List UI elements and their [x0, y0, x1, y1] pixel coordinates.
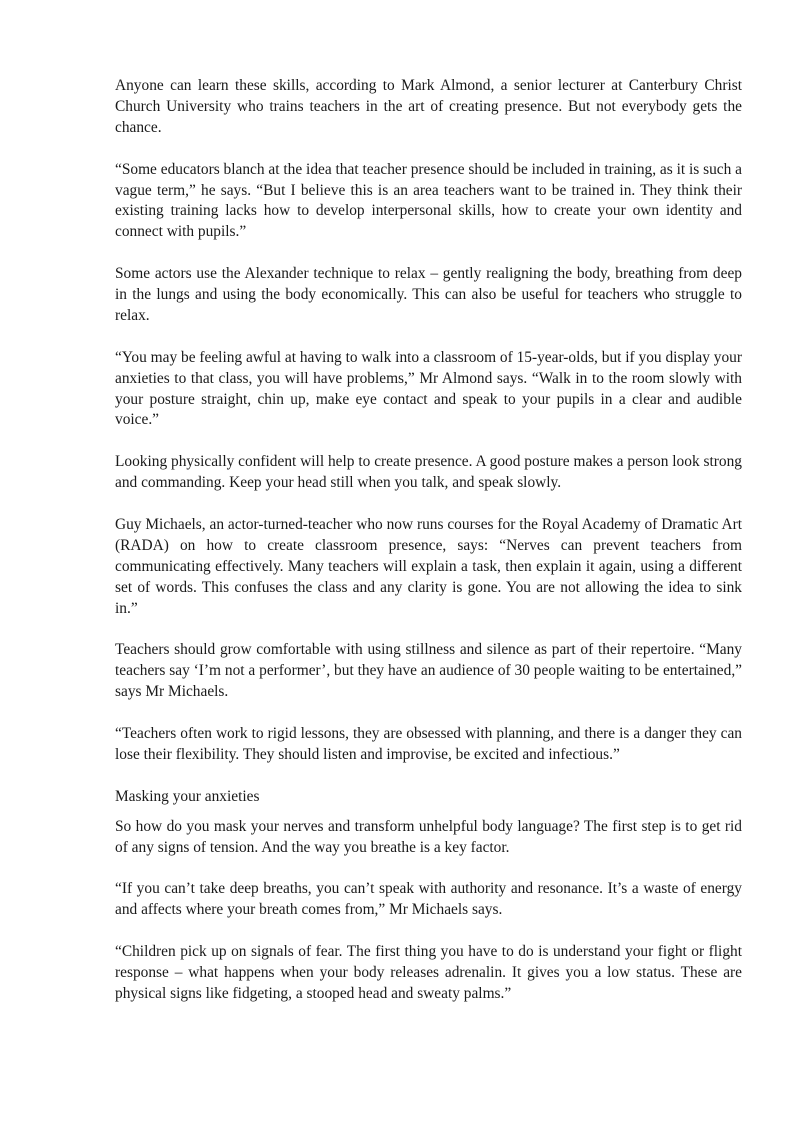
- document-page: [115, 76, 742, 1026]
- paragraph-almond-intro: Anyone can learn these skills, according to Mark Almond, a senior lecturer at Canterbury Christ Church University who trains teachers in the art of creating presence. But not everybody gets the chance.: [115, 77, 742, 136]
- paragraph-deep-breaths: “If you can’t take deep breaths, you can’t speak with authority and resonance. It’s a waste of energy and affects where your breath comes from,” Mr Michaels says.: [115, 880, 742, 919]
- paragraph-rigid-lessons: “Teachers often work to rigid lessons, they are obsessed with planning, and there is a danger they can lose their flexibility. They should listen and improvise, be excited and infectious.”: [115, 724, 742, 763]
- paragraph-guy-michaels: Guy Michaels, an actor-turned-teacher who now runs courses for the Royal Academy of Dramatic Art (RADA) on how to create classroom presence, says: “Nerves can prevent teachers from communicating effectively. Many teachers will explain a task, then explain it again, using a different set of words. This confuses the class and any clarity is gone. You are not allowing the idea to sink in.”: [115, 515, 742, 617]
- paragraph-signals-of-fear: “Children pick up on signals of fear. The first thing you have to do is understand your fight or flight response – what happens when your body releases adrenalin. It gives you a low status. These are physical signs like fidgeting, a stooped head and sweaty palms.”: [115, 943, 742, 1002]
- paragraph-stillness-silence: Teachers should grow comfortable with using stillness and silence as part of their repertoire. “Many teachers say ‘I’m not a performer’, but they have an audience of 30 people waiting to be entertained,” says Mr Michaels.: [115, 641, 742, 701]
- paragraph-educators-quote: “Some educators blanch at the idea that teacher presence should be included in training, as it is such a vague term,” he says. “But I believe this is an area teachers want to be trained in. They think their existing training lacks how to develop interpersonal skills, how to create your own identity and connect with pupils.”: [115, 160, 742, 241]
- paragraph-mask-nerves: So how do you mask your nerves and transform unhelpful body language? The first step is to get rid of any signs of tension. And the way you breathe is a key factor.: [115, 817, 742, 856]
- section-subheading: Masking your anxieties: [115, 787, 260, 805]
- paragraph-physical-confidence: Looking physically confident will help to create presence. A good posture makes a person look strong and commanding. Keep your head still when you talk, and speak slowly.: [115, 453, 742, 492]
- paragraph-alexander-technique: Some actors use the Alexander technique to relax – gently realigning the body, breathing from deep in the lungs and using the body economically. This can also be useful for teachers who struggle to relax.: [115, 265, 742, 324]
- paragraph-classroom-anxieties: “You may be feeling awful at having to walk into a classroom of 15-year-olds, but if you display your anxieties to that class, you will have problems,” Mr Almond says. “Walk in to the room slowly with your posture straight, chin up, make eye contact and speak to your pupils in a clear and audible voice.”: [115, 348, 742, 429]
